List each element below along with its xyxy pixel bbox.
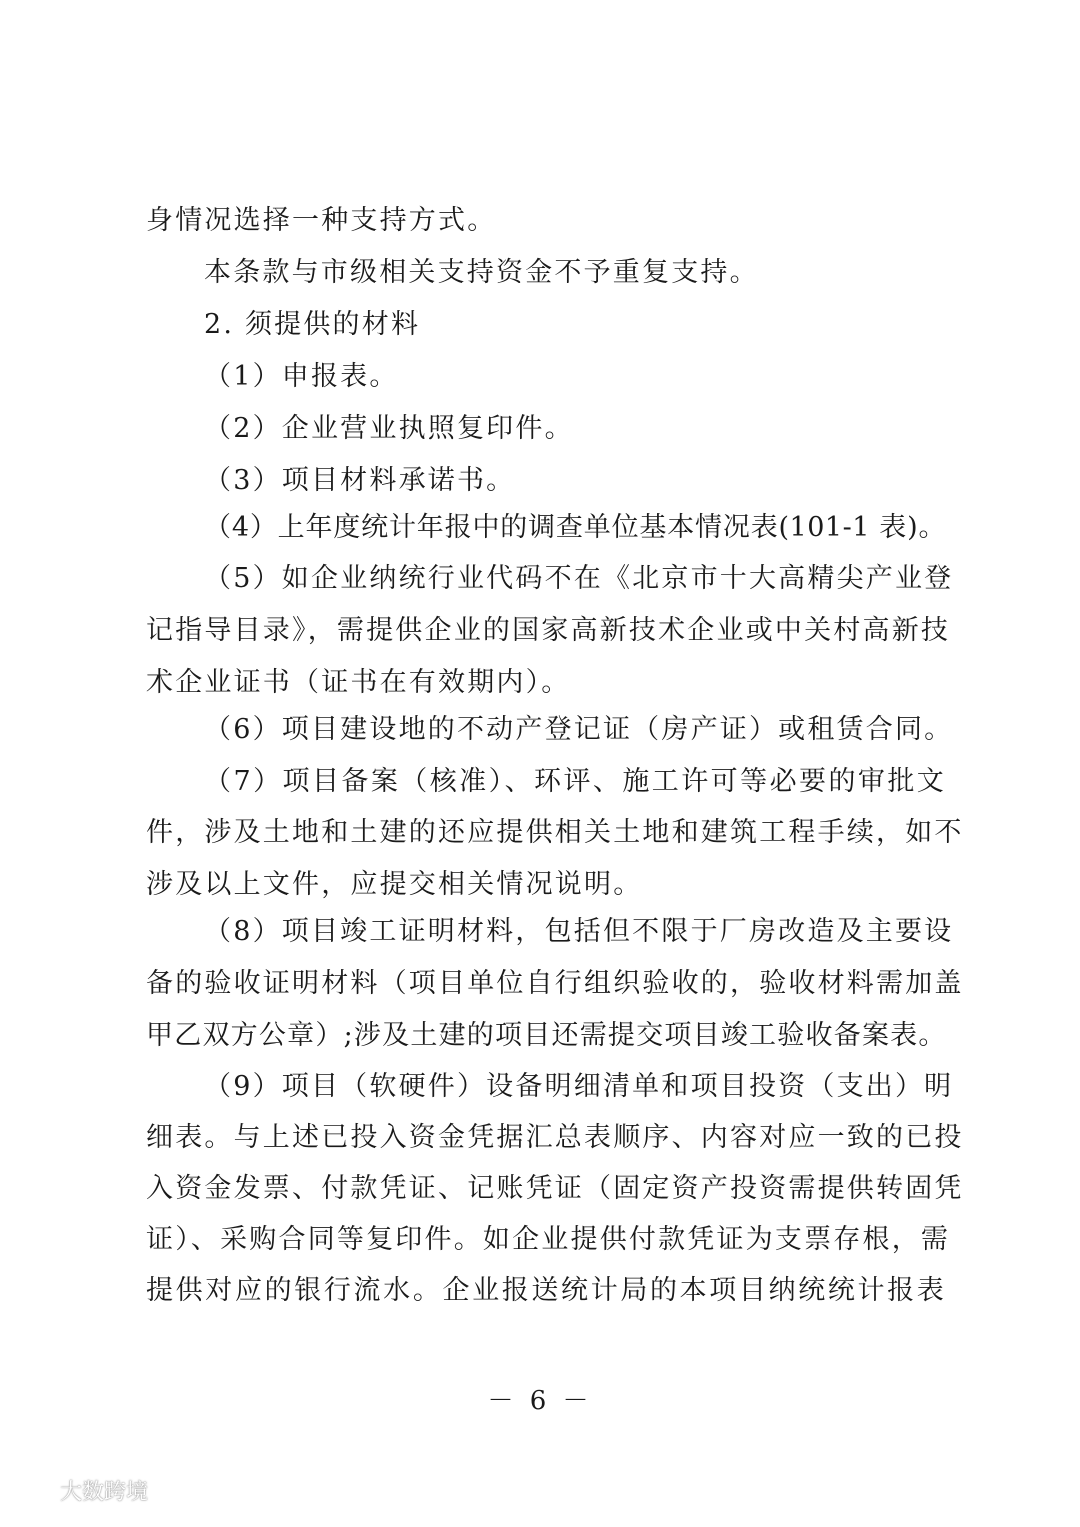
list-item-4: （4）上年度统计年报中的调查单位基本情况表(101-1 表)。	[204, 512, 946, 543]
list-item-5-line-3: 术企业证书（证书在有效期内）。	[146, 667, 571, 698]
list-item-3: （3）项目材料承诺书。	[204, 465, 516, 496]
list-item-1: （1）申报表。	[204, 361, 399, 392]
list-item-9-line-4: 证）、采购合同等复印件。如企业提供付款凭证为支票存根，需	[146, 1224, 951, 1255]
chat-bubble-logo-icon	[10, 1475, 54, 1505]
paragraph-line-1: 身情况选择一种支持方式。	[146, 205, 497, 236]
list-item-7-line-3: 涉及以上文件，应提交相关情况说明。	[146, 869, 643, 900]
watermark	[10, 1470, 148, 1510]
section-heading: 2. 须提供的材料	[204, 309, 421, 340]
list-item-9-line-1: （9）项目（软硬件）设备明细清单和项目投资（支出）明	[204, 1071, 954, 1102]
list-item-8-line-3: 甲乙双方公章）;涉及土建的项目还需提交项目竣工验收备案表。	[146, 1020, 946, 1051]
list-item-7-line-1: （7）项目备案（核准）、环评、施工许可等必要的审批文	[204, 766, 946, 797]
list-item-9-line-2: 细表。与上述已投入资金凭据汇总表顺序、内容对应一致的已投	[146, 1122, 964, 1153]
list-item-8-line-2: 备的验收证明材料（项目单位自行组织验收的，验收材料需加盖	[146, 968, 964, 999]
watermark-text: 大数跨境	[60, 1479, 149, 1505]
page-number: － 6 －	[487, 1386, 593, 1416]
paragraph-line-2: 本条款与市级相关支持资金不予重复支持。	[204, 257, 759, 288]
list-item-9-line-3: 入资金发票、付款凭证、记账凭证（固定资产投资需提供转固凭	[146, 1173, 964, 1204]
list-item-9-line-5: 提供对应的银行流水。企业报送统计局的本项目纳统统计报表	[146, 1275, 946, 1306]
list-item-5-line-2: 记指导目录》，需提供企业的国家高新技术企业或中关村高新技	[146, 615, 951, 646]
list-item-2: （2）企业营业执照复印件。	[204, 413, 574, 444]
list-item-6: （6）项目建设地的不动产登记证（房产证）或租赁合同。	[204, 714, 954, 745]
list-item-8-line-1: （8）项目竣工证明材料，包括但不限于厂房改造及主要设	[204, 916, 954, 947]
list-item-7-line-2: 件，涉及土地和土建的还应提供相关土地和建筑工程手续，如不	[146, 817, 964, 848]
list-item-5-line-1: （5）如企业纳统行业代码不在《北京市十大高精尖产业登	[204, 563, 954, 594]
